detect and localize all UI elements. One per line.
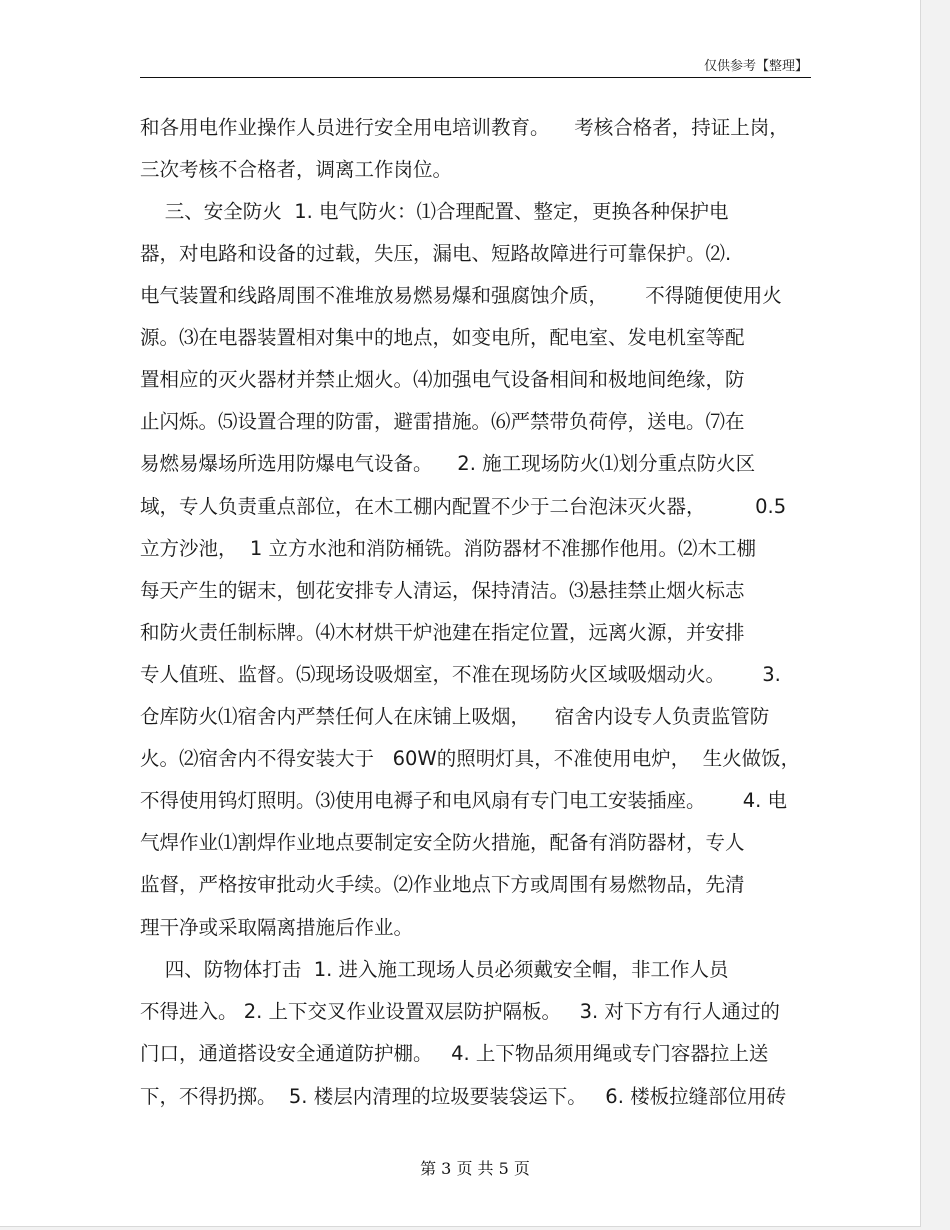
body-line: 止闪烁。⑸设置合理的防雷，避雷措施。⑹严禁带负荷停，送电。⑺在: [140, 410, 745, 433]
body-line: 气焊作业⑴割焊作业地点要制定安全防火措施，配备有消防器材，专人: [140, 831, 745, 854]
body-line: 不得使用钨灯照明。⑶使用电褥子和电风扇有专门电工安装插座。 4. 电: [140, 789, 787, 812]
body-line: 理干净或采取隔离措施后作业。: [140, 916, 414, 939]
body-line: 仓库防火⑴宿舍内严禁任何人在床铺上吸烟， 宿舍内设专人负责监管防: [140, 705, 770, 728]
body-line: 源。⑶在电器装置相对集中的地点，如变电所，配电室、发电机室等配: [140, 326, 745, 349]
body-line: 专人值班、监督。⑸现场设吸烟室，不准在现场防火区域吸烟动火。 3.: [140, 663, 781, 686]
header-rule: [140, 77, 811, 78]
body-line: 易燃易爆场所选用防爆电气设备。 2. 施工现场防火⑴划分重点防火区: [140, 452, 756, 475]
body-line: 三次考核不合格者，调离工作岗位。: [140, 158, 453, 181]
body-line: 监督，严格按审批动火手续。⑵作业地点下方或周围有易燃物品，先清: [140, 873, 745, 896]
body-line: 域，专人负责重点部位，在木工棚内配置不少于二台泡沫灭火器， 0.5: [140, 495, 787, 518]
body-line: 火。⑵宿舍内不得安装大于 60W的照明灯具，不准使用电炉， 生火做饭，: [140, 747, 801, 770]
body-line: 四、防物体打击 1. 进入施工现场人员必须戴安全帽，非工作人员: [140, 958, 729, 981]
body-line: 置相应的灭火器材并禁止烟火。⑷加强电气设备相间和极地间绝缘，防: [140, 368, 745, 391]
body-line: 和防火责任制标牌。⑷木材烘干炉池建在指定位置，远离火源，并安排: [140, 621, 745, 644]
body-line: 不得进入。 2. 上下交叉作业设置双层防护隔板。 3. 对下方有行人通过的: [140, 1000, 780, 1023]
body-line: 下，不得扔掷。 5. 楼层内清理的垃圾要装袋运下。 6. 楼板拉缝部位用砖: [140, 1085, 787, 1108]
body-line: 电气装置和线路周围不准堆放易燃易爆和强腐蚀介质， 不得随便使用火: [140, 284, 782, 307]
body-line: 每天产生的锯末，刨花安排专人清运，保持清洁。⑶悬挂禁止烟火标志: [140, 579, 745, 602]
body-line: 器，对电路和设备的过载，失压，漏电、短路故障进行可靠保护。⑵.: [140, 242, 732, 265]
body-line: 三、安全防火 1. 电气防火：⑴合理配置、整定，更换各种保护电: [140, 200, 729, 223]
page-header: 仅供参考【整理】: [703, 59, 808, 74]
body-line: 门口，通道搭设安全通道防护棚。 4. 上下物品须用绳或专门容器拉上送: [140, 1042, 769, 1065]
page-footer: 第 3 页 共 5 页: [420, 1159, 530, 1178]
body-line: 立方沙池， 1 立方水池和消防桶铣。消防器材不准挪作他用。⑵木工棚: [140, 537, 757, 560]
body-line: 和各用电作业操作人员进行安全用电培训教育。 考核合格者，持证上岗，: [140, 116, 789, 139]
